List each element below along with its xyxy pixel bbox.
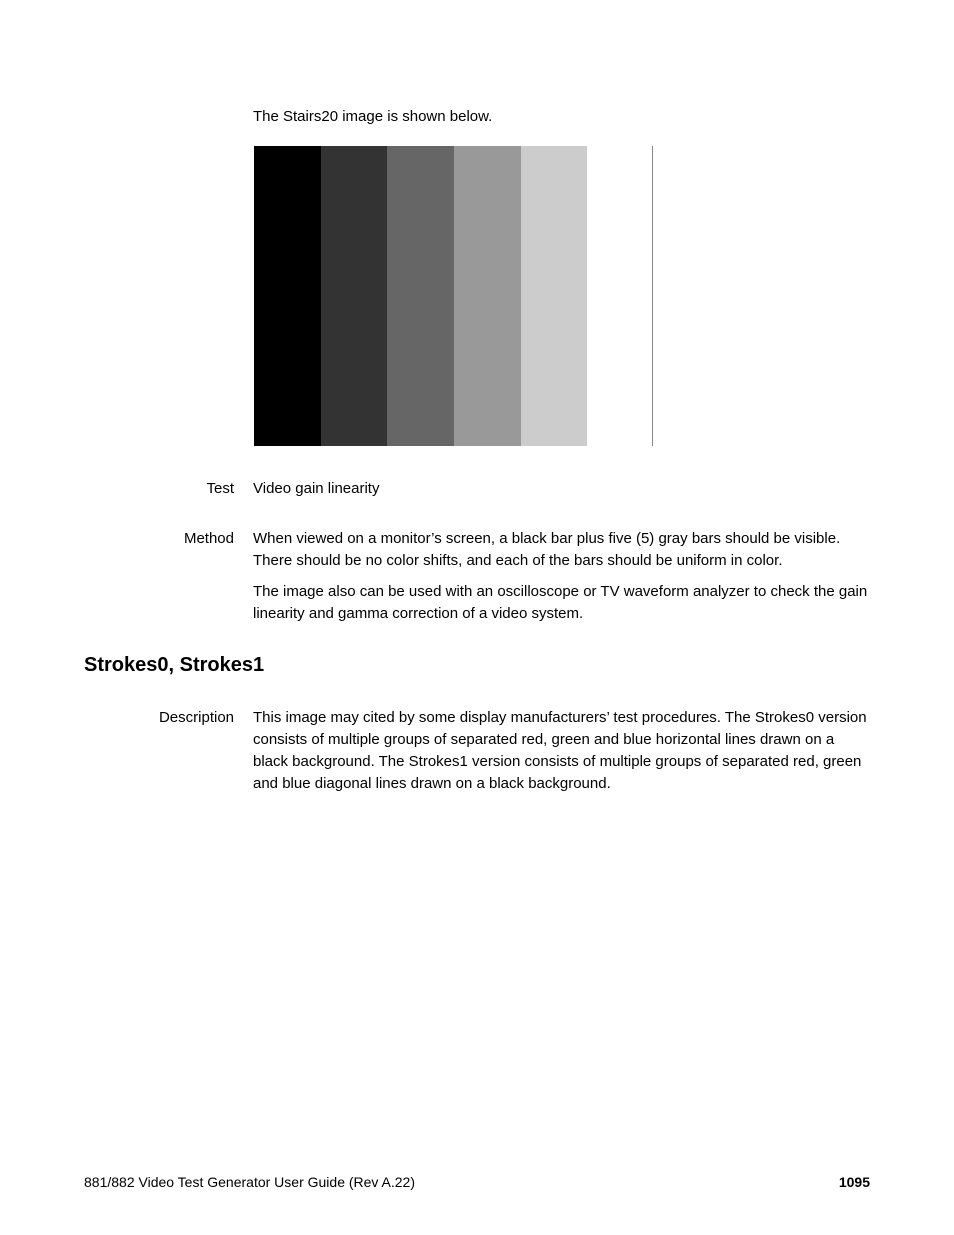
stair-bar-6	[587, 146, 654, 446]
stairs20-image	[254, 146, 654, 446]
stairs20-image-edge	[652, 146, 653, 446]
method-label: Method	[183, 530, 234, 547]
intro-text: The Stairs20 image is shown below.	[253, 108, 493, 125]
stair-bar-1	[254, 146, 321, 446]
test-text: Video gain linearity	[253, 480, 380, 497]
description-label: Description	[158, 709, 234, 726]
footer-title: 881/882 Video Test Generator User Guide (Rev A.22)	[84, 1174, 416, 1190]
section-heading: Strokes0, Strokes1	[84, 654, 265, 676]
method-paragraph-2: The image also can be used with an oscilloscope or TV waveform analyzer to check the gain linearity and gamma correction of a video system.	[253, 583, 868, 622]
description-text: This image may cited by some display manufacturers’ test procedures. The Strokes0 version consists of multiple groups of separated red, green and blue horizontal lines drawn on a black background. The Strokes1 version consists of multiple groups of separated red, green and blue diagonal lines drawn on a black background.	[253, 709, 867, 792]
stair-bar-2	[321, 146, 388, 446]
stair-bar-4	[454, 146, 521, 446]
stair-bar-5	[521, 146, 588, 446]
test-label: Test	[206, 480, 234, 497]
stair-bar-3	[387, 146, 454, 446]
page-number: 1095	[838, 1174, 870, 1190]
method-paragraph-1: When viewed on a monitor’s screen, a black bar plus five (5) gray bars should be visible. There should be no color shifts, and each of the bars should be uniform in color.	[253, 530, 841, 569]
